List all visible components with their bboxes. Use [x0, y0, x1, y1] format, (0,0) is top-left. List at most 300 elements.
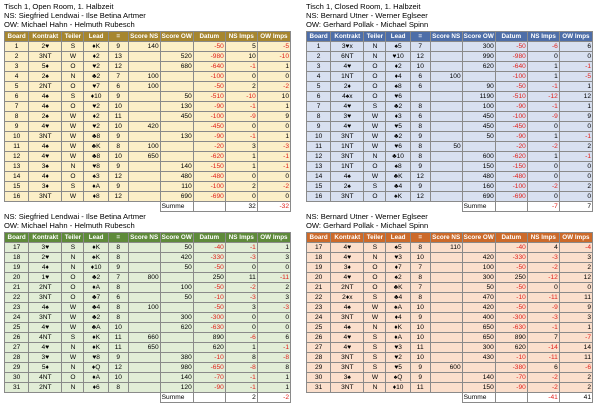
column-header: =	[108, 233, 128, 243]
table-cell: ♦3	[386, 112, 410, 122]
table-cell: 90	[462, 82, 495, 92]
table-cell: 7	[307, 102, 331, 112]
table-row	[5, 353, 291, 363]
table-cell	[128, 172, 160, 182]
table-cell	[430, 172, 462, 182]
table-cell: 3NT	[331, 192, 364, 202]
table-header-line: OW: Michael Hahn - Helmuth Rubesch	[4, 20, 135, 29]
table-cell: 6	[410, 82, 430, 92]
table-cell	[430, 343, 462, 353]
table-cell: 100	[462, 263, 495, 273]
table-cell: 6	[410, 112, 430, 122]
table-row	[5, 333, 291, 343]
table-row	[307, 263, 593, 273]
table-cell	[430, 283, 462, 293]
table-cell	[430, 52, 462, 62]
table-cell: 8	[410, 152, 430, 162]
table-row	[307, 363, 593, 373]
column-header: Datum	[193, 233, 225, 243]
table-cell: 0	[257, 323, 290, 333]
table-cell: 4♥	[331, 102, 364, 112]
table-cell: ♠Q	[386, 373, 410, 383]
table-cell: -20	[193, 142, 225, 152]
table-cell	[128, 132, 160, 142]
table-cell: 1	[257, 62, 290, 72]
table-cell: 0	[559, 122, 592, 132]
table-cell: 10	[108, 152, 128, 162]
table-cell: 3NT	[331, 363, 364, 373]
table-cell: ♥10	[386, 52, 410, 62]
table-cell: 10	[108, 323, 128, 333]
column-header: Board	[5, 233, 29, 243]
table-cell: W	[364, 122, 386, 132]
table-cell: -2	[257, 182, 290, 192]
table-cell: -90	[495, 383, 527, 393]
table-cell: 4♥	[29, 152, 62, 162]
table-cell: 22	[307, 293, 331, 303]
table-cell	[430, 313, 462, 323]
table-row	[307, 172, 593, 182]
table-row	[307, 293, 593, 303]
table-row	[5, 62, 291, 72]
table-cell: 29	[307, 363, 331, 373]
table-cell: 3NT	[29, 313, 62, 323]
table-cell: O	[62, 373, 84, 383]
table-cell: 22	[5, 293, 29, 303]
table-cell: ♦A	[84, 182, 108, 192]
table-row	[5, 182, 291, 192]
sum-label: Summe	[160, 393, 193, 403]
table-cell: 10	[410, 303, 430, 313]
table-cell: S	[364, 353, 386, 363]
table-cell: 450	[462, 112, 495, 122]
table-cell: ♦4	[386, 313, 410, 323]
table-cell: 0	[225, 122, 257, 132]
column-header: OW Imps	[257, 32, 290, 42]
table-cell: -3	[225, 253, 257, 263]
table-cell: 13	[307, 162, 331, 172]
table-cell	[128, 112, 160, 122]
table-header-line: Tisch 1, Open Room, 1. Halbzeit	[4, 2, 114, 11]
table-cell: 1NT	[331, 72, 364, 82]
table-header-line: Tisch 1, Closed Room, 1. Halbzeit	[306, 2, 421, 11]
table-cell: 11	[5, 142, 29, 152]
table-cell: 6	[257, 333, 290, 343]
table-cell: 11	[108, 112, 128, 122]
table-cell: -480	[193, 172, 225, 182]
table-cell	[430, 293, 462, 303]
table-cell: -2	[257, 82, 290, 92]
table-cell: -6	[559, 363, 592, 373]
table-cell: O	[364, 82, 386, 92]
sum-ow-imps: -32	[257, 202, 290, 212]
table-cell: -50	[193, 82, 225, 92]
table-cell: 8	[410, 273, 430, 283]
table-cell: 1NT	[331, 142, 364, 152]
table-row	[5, 142, 291, 152]
column-header: Score NS	[128, 32, 160, 42]
table-cell	[430, 82, 462, 92]
table-cell: 8	[108, 313, 128, 323]
table-cell	[430, 122, 462, 132]
sum-ow-imps: 7	[559, 202, 592, 212]
table-cell: W	[364, 112, 386, 122]
table-header-line: OW: Gerhard Pollak - Michael Spinn	[306, 221, 429, 230]
table-cell: 8	[410, 122, 430, 132]
table-cell: 2	[225, 182, 257, 192]
table-cell: 4♠	[29, 303, 62, 313]
table-cell: 11	[559, 293, 592, 303]
table-cell: -450	[193, 122, 225, 132]
column-header: NS Imps	[527, 32, 559, 42]
table-cell: 4	[527, 243, 559, 253]
table-row	[307, 343, 593, 353]
table-cell	[128, 182, 160, 192]
table-cell: 8	[257, 363, 290, 373]
table-row	[5, 42, 291, 52]
table-cell	[430, 383, 462, 393]
table-cell: 7	[108, 273, 128, 283]
table-cell: 4♠	[29, 102, 62, 112]
table-cell	[430, 192, 462, 202]
table-cell: 100	[128, 72, 160, 82]
table-cell: 0	[257, 172, 290, 182]
table-cell: S	[364, 182, 386, 192]
table-cell: 14	[559, 343, 592, 353]
table-cell: 650	[462, 323, 495, 333]
table-cell: -7	[559, 333, 592, 343]
sum-label: Summe	[462, 393, 495, 403]
table-cell: 18	[5, 253, 29, 263]
table-cell: -5	[559, 72, 592, 82]
table-cell: 3NT	[331, 353, 364, 363]
column-header: Board	[307, 32, 331, 42]
table-cell: 4♥	[331, 62, 364, 72]
table-cell: N	[62, 253, 84, 263]
table-cell: 19	[307, 263, 331, 273]
table-cell	[160, 72, 193, 82]
table-cell: ♣4	[386, 293, 410, 303]
table-row	[5, 192, 291, 202]
table-cell	[128, 283, 160, 293]
table-cell: 2NT	[29, 383, 62, 393]
table-cell: 10	[257, 92, 290, 102]
table-cell: -1	[225, 102, 257, 112]
table-cell: 9	[108, 132, 128, 142]
table-cell: 0	[559, 192, 592, 202]
table-cell: ♣4	[84, 303, 108, 313]
table-cell: 0	[527, 283, 559, 293]
table-cell: 1	[257, 383, 290, 393]
table-cell	[430, 373, 462, 383]
table-cell: 1	[257, 132, 290, 142]
table-cell: 2	[5, 52, 29, 62]
table-cell: -100	[495, 72, 527, 82]
table-cell	[462, 363, 495, 373]
table-row	[5, 363, 291, 373]
table-cell: -300	[193, 313, 225, 323]
table-cell: -6	[225, 333, 257, 343]
table-cell	[128, 373, 160, 383]
table-cell: 3NT	[29, 293, 62, 303]
sum-ow-imps: -2	[257, 393, 290, 403]
table-header-line: NS: Siegfried Lendwai - Ilse Betina Artmer	[4, 212, 146, 221]
table-cell: ♦2	[84, 112, 108, 122]
table-cell: -50	[495, 303, 527, 313]
table-cell: 20	[307, 273, 331, 283]
table-cell: 1	[307, 42, 331, 52]
table-cell: 4♠	[331, 172, 364, 182]
table-cell: 0	[225, 263, 257, 273]
table-cell: 17	[5, 243, 29, 253]
table-cell: -1	[225, 132, 257, 142]
column-header: Lead	[386, 233, 410, 243]
table-cell	[128, 102, 160, 112]
table-row	[307, 92, 593, 102]
table-cell: 150	[462, 383, 495, 393]
column-header: Teiler	[364, 32, 386, 42]
table-cell: 0	[527, 52, 559, 62]
table-cell: 10	[410, 62, 430, 72]
table-cell: 0	[225, 172, 257, 182]
column-header: =	[410, 32, 430, 42]
table-cell: -1	[225, 62, 257, 72]
table-cell: ♣2	[386, 102, 410, 112]
table-row	[307, 42, 593, 52]
table-cell: 8	[108, 243, 128, 253]
table-row	[5, 373, 291, 383]
table-cell: 0	[225, 72, 257, 82]
table-cell: -9	[527, 303, 559, 313]
table-cell: -40	[193, 243, 225, 253]
table-cell: 11	[410, 343, 430, 353]
table-cell: O	[62, 102, 84, 112]
table-cell	[430, 323, 462, 333]
table-cell: N	[62, 383, 84, 393]
table-row	[307, 152, 593, 162]
table-cell	[128, 243, 160, 253]
table-cell: 3♥	[331, 112, 364, 122]
table-cell: 2♦x	[331, 293, 364, 303]
table-row	[5, 293, 291, 303]
table-cell: 3♦	[331, 263, 364, 273]
table-header-line: NS: Bernard Utner - Werner Eglseer	[306, 212, 428, 221]
table-row	[5, 52, 291, 62]
table-cell	[430, 303, 462, 313]
table-cell: N	[364, 383, 386, 393]
table-header-line: OW: Michael Hahn - Helmuth Rubesch	[4, 221, 135, 230]
quadrant-open-room-h2	[4, 203, 291, 403]
table-cell: ♠2	[386, 273, 410, 283]
table-cell	[430, 333, 462, 343]
table-cell: 690	[462, 192, 495, 202]
table-cell: 3NT	[29, 52, 62, 62]
table-cell: 9	[257, 112, 290, 122]
table-row	[307, 142, 593, 152]
table-cell: 9	[410, 363, 430, 373]
sum-row	[5, 393, 291, 403]
table-cell: 9	[410, 313, 430, 323]
table-cell: N	[62, 343, 84, 353]
results-table	[306, 31, 593, 212]
table-cell: -3	[257, 303, 290, 313]
table-cell: 620	[495, 343, 527, 353]
column-header: Lead	[386, 32, 410, 42]
column-header-row	[307, 32, 593, 42]
table-cell: 21	[307, 283, 331, 293]
table-cell: 8	[410, 293, 430, 303]
table-row	[307, 303, 593, 313]
table-cell: 980	[160, 363, 193, 373]
table-cell: 3	[559, 253, 592, 263]
table-row	[307, 353, 593, 363]
table-cell: -640	[193, 62, 225, 72]
table-cell: 1190	[462, 92, 495, 102]
table-cell: ♠8	[386, 82, 410, 92]
column-header: Kontrakt	[331, 32, 364, 42]
table-cell: ♥7	[84, 82, 108, 92]
table-cell: 690	[160, 192, 193, 202]
column-header-row	[5, 233, 291, 243]
column-header: OW Imps	[559, 233, 592, 243]
table-cell: 4♦	[29, 172, 62, 182]
table-cell: 5	[307, 82, 331, 92]
column-header: NS Imps	[527, 233, 559, 243]
table-cell	[160, 333, 193, 343]
table-cell: 24	[307, 313, 331, 323]
table-cell: 2NT	[331, 283, 364, 293]
sum-row	[307, 393, 593, 403]
table-cell: -150	[193, 162, 225, 172]
table-cell: 10	[307, 132, 331, 142]
table-cell: ♦7	[386, 263, 410, 273]
table-cell: -1	[225, 373, 257, 383]
table-cell: 6	[108, 293, 128, 303]
table-cell	[128, 62, 160, 72]
table-cell: 8	[410, 142, 430, 152]
table-cell: 12	[307, 152, 331, 162]
table-cell: 10	[225, 52, 257, 62]
table-cell: -50	[495, 263, 527, 273]
table-cell: O	[364, 273, 386, 283]
table-cell: -10	[257, 52, 290, 62]
column-header: Teiler	[364, 233, 386, 243]
table-cell: -2	[527, 182, 559, 192]
table-cell: 11	[307, 142, 331, 152]
table-cell: ♥5	[386, 363, 410, 373]
table-cell: -50	[193, 42, 225, 52]
table-cell: 250	[495, 273, 527, 283]
table-cell: 5♦	[29, 62, 62, 72]
table-cell: 23	[307, 303, 331, 313]
table-cell: W	[364, 172, 386, 182]
table-cell: W	[62, 112, 84, 122]
table-cell: 3♥x	[331, 42, 364, 52]
table-cell: S	[62, 92, 84, 102]
table-cell: -330	[495, 253, 527, 263]
table-cell: 6	[527, 363, 559, 373]
table-cell: -380	[495, 363, 527, 373]
table-cell: N	[62, 72, 84, 82]
table-cell: ♥8	[84, 353, 108, 363]
table-cell: 4♥	[331, 343, 364, 353]
table-cell: -510	[495, 92, 527, 102]
column-header: Score NS	[430, 32, 462, 42]
table-cell: 6	[5, 92, 29, 102]
table-row	[5, 92, 291, 102]
table-cell: -50	[495, 283, 527, 293]
table-cell: 1	[559, 82, 592, 92]
table-cell: ♦6	[84, 383, 108, 393]
table-cell: -630	[495, 323, 527, 333]
table-cell: 680	[160, 62, 193, 72]
table-cell: N	[364, 152, 386, 162]
table-cell: -70	[495, 373, 527, 383]
table-cell: 480	[160, 172, 193, 182]
table-cell: 620	[160, 323, 193, 333]
table-cell: 10	[410, 253, 430, 263]
table-cell: -3	[225, 293, 257, 303]
table-cell: 0	[257, 122, 290, 132]
table-cell: 6	[307, 92, 331, 102]
table-cell: ♦2	[84, 52, 108, 62]
table-cell	[160, 273, 193, 283]
table-cell: S	[62, 182, 84, 192]
table-cell: 3NT	[331, 152, 364, 162]
sum-label: Summe	[462, 202, 495, 212]
table-cell	[128, 383, 160, 393]
table-cell: ♥6	[386, 92, 410, 102]
table-cell: 24	[5, 313, 29, 323]
table-cell: -4	[559, 243, 592, 253]
table-cell: 3	[559, 313, 592, 323]
table-cell	[128, 353, 160, 363]
table-cell: 8	[410, 243, 430, 253]
table-cell: 160	[462, 182, 495, 192]
table-cell: 9	[410, 162, 430, 172]
table-cell: 1	[225, 162, 257, 172]
table-cell: ♦10	[386, 383, 410, 393]
table-cell: 9	[559, 303, 592, 313]
table-cell: 12	[108, 192, 128, 202]
table-cell: 16	[5, 192, 29, 202]
sum-ns-imps: 2	[225, 393, 257, 403]
table-cell: 4	[307, 72, 331, 82]
table-cell: -640	[495, 62, 527, 72]
table-row	[5, 263, 291, 273]
table-cell: 50	[430, 142, 462, 152]
table-row	[307, 283, 593, 293]
table-cell: 29	[5, 363, 29, 373]
table-cell: -12	[527, 273, 559, 283]
table-cell: -2	[527, 373, 559, 383]
table-cell: 2♥	[29, 253, 62, 263]
table-cell: 1	[527, 132, 559, 142]
table-cell: 420	[462, 253, 495, 263]
table-cell: 10	[410, 333, 430, 343]
table-cell: 15	[5, 182, 29, 192]
table-cell: -1	[225, 383, 257, 393]
table-row	[5, 82, 291, 92]
table-cell: S	[364, 363, 386, 373]
table-cell: 9	[108, 92, 128, 102]
table-cell: -12	[527, 92, 559, 102]
table-cell: 1	[559, 323, 592, 333]
table-cell: 2♠	[29, 112, 62, 122]
table-cell: -50	[495, 82, 527, 92]
table-row	[5, 152, 291, 162]
table-header-line: NS: Bernard Utner - Werner Eglseer	[306, 11, 428, 20]
